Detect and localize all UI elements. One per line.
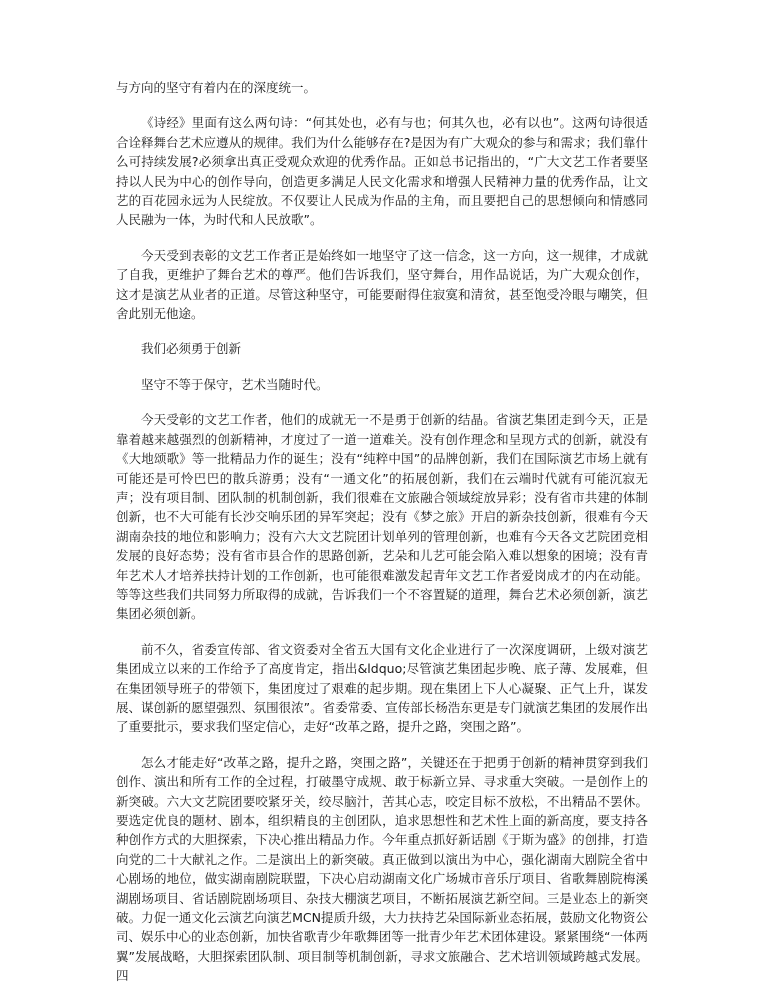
paragraph-8: 怎么才能走好“改革之路，提升之路，突围之路”，关键还在于把勇于创新的精神贯穿到我们创作、演出和所有工作的全过程，打破墨守成规、敢于标新立异、寻求重大突破。一是创作上的新突破。六大文艺院团要咬紧牙关，绞尽脑汁，苦其心志，咬定目标不放松，不出精品不罢休。要选定优良的题材、剧本，组织精良的主创团队，追求思想性和艺术性上面的新高度，要支持各种创作方式的大胆探索，下决心推出精品力作。今年重点抓好新话剧《于斯为盛》的创排，打造向党的二十大献礼之作。二是演出上的新突破。真正做到以演出为中心，强化湖南大剧院全省中心剧场的地位，做实湖南剧院联盟，下决心启动湖南文化广场城市音乐厅项目、省歌舞剧院梅溪湖剧场项目、省话剧院剧场项目、杂技大棚演艺项目，不断拓展演艺新空间。三是业态上的新突破。力促一通文化云演艺向演艺MCN提质升级，大力扶持艺朵国际新业态拓展，鼓励文化物资公司、娱乐中心的业态创新，加快省歌青少年歌舞团等一批青少年艺术团体建设。紧紧围绕“一体两翼”发展战略，大胆探索团队制、项目制等机制创新，寻求文旅融合、艺术培训领域跨越式发展。四 [116, 754, 648, 984]
paragraph-1: 与方向的坚守有着内在的深度统一。 [116, 80, 317, 95]
paragraph-6: 今天受彰的文艺工作者，他们的成就无一不是勇于创新的结晶。省演艺集团走到今天，正是靠着越来越强烈的创新精神，才度过了一道一道难关。没有创作理念和呈现方式的创新，就没有《大地颂歌》等一批精品力作的诞生；没有“纯粹中国”的品牌创新，我们在国际演艺市场上就有可能还是可怜巴巴的散兵游勇；没有“一通文化”的拓展创新，我们在云端时代就有可能沉寂无声；没有项目制、团队制的机制创新，我们很难在文旅融合领域绽放异彩；没有省市共建的体制创新，也不大可能有长沙交响乐团的异军突起；没有《梦之旅》开启的新杂技创新，很难有今天湖南杂技的地位和影响力；没有六大文艺院团计划单列的管理创新，也难有今天各文艺院团竞相发展的良好态势；没有省市县合作的思路创新，艺朵和儿艺可能会陷入难以想象的困境；没有青年艺术人才培养扶持计划的工作创新，也可能很难激发起青年文艺工作者爱岗成才的内在动能。等等这些我们共同努力所取得的成就，告诉我们一个不容置疑的道理，舞台艺术必须创新，演艺集团必须创新。 [116, 412, 648, 622]
document-page [116, 78, 648, 1002]
paragraph-3: 今天受到表彰的文艺工作者正是始终如一地坚守了这一信念，这一方向，这一规律，才成就了自我，更维护了舞台艺术的尊严。他们告诉我们，坚守舞台，用作品说话，为广大观众创作，这才是演艺从业者的正道。尽管这种坚守，可能要耐得住寂寞和清贫，甚至饱受冷眼与嘲笑，但舍此别无他途。 [116, 247, 648, 322]
paragraph-7: 前不久，省委宣传部、省文资委对全省五大国有文化企业进行了一次深度调研，上级对演艺集团成立以来的工作给予了高度肯定，指出&ldquo;尽管演艺集团起步晚、底子薄、发展难，但在集团领导班子的带领下，集团度过了艰难的起步期。现在集团上下人心凝聚、正气上升，谋发展、谋创新的愿望强烈、氛围很浓”。省委常委、宣传部长杨浩东更是专门就演艺集团的发展作出了重要批示，要求我们坚定信心，走好“改革之路，提升之路，突围之路”。 [116, 641, 648, 735]
paragraph-5: 坚守不等于保守，艺术当随时代。 [141, 376, 329, 392]
section-heading: 我们必须勇于创新 [141, 341, 242, 357]
paragraph-2: 《诗经》里面有这么两句诗：“何其处也，必有与也；何其久也，必有以也”。这两句诗很适合诠释舞台艺术应遵从的规律。我们为什么能够存在?是因为有广大观众的参与和需求；我们靠什么可持续发展?必须拿出真正受观众欢迎的优秀作品。正如总书记指出的，“广大文艺工作者要坚持以人民为中心的创作导向，创造更多满足人民文化需求和增强人民精神力量的优秀作品，让文艺的百花园永远为人民绽放。不仅要让人民成为作品的主角，而且要把自己的思想倾向和情感同人民融为一体，为时代和人民放歌”。 [116, 115, 648, 228]
